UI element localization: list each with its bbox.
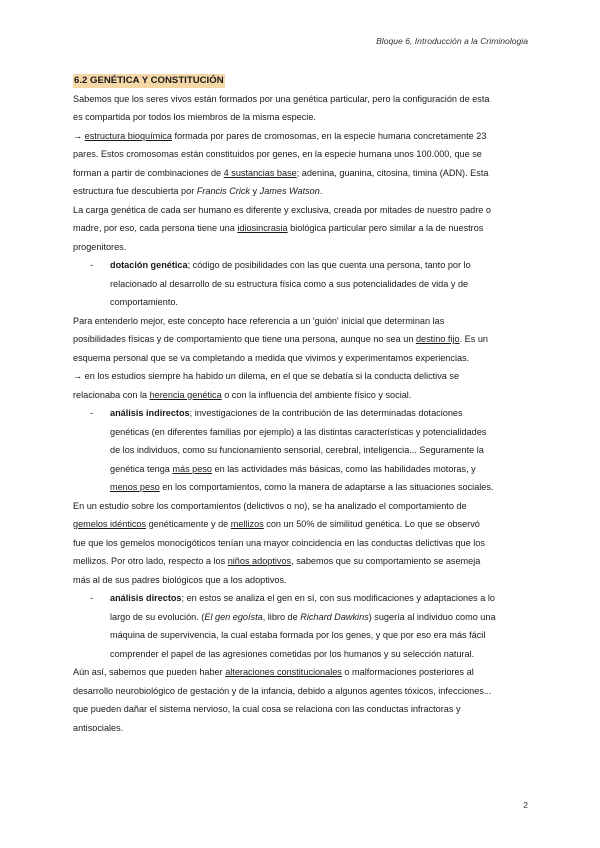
paragraph-line: esquema personal que se va completando a medida que vivimos y experimentamos experiencias. — [73, 352, 470, 363]
bullet-dash: - — [90, 260, 94, 270]
paragraph-line: relacionaba con la herencia genética o con la influencia del ambiente físico y social. — [73, 389, 412, 400]
running-header: Bloque 6, Introducción a la Criminologia — [376, 36, 528, 46]
paragraph-line: Aún así, sabemos que pueden haber alteraciones constitucionales o malformaciones posteriores al — [73, 667, 474, 677]
section-title: 6.2 GENÉTICA Y CONSTITUCIÓN — [74, 75, 224, 86]
bullet-dash: - — [90, 408, 94, 418]
paragraph-line: desarrollo neurobiológico de gestación y de la infancia, debido a algunos agentes tóxicos, infecciones... — [73, 685, 492, 696]
paragraph-line: más al de sus padres biológicos que a los adoptivos. — [73, 574, 287, 585]
paragraph-line: progenitores. — [73, 241, 127, 252]
bullet-item-indirectos: - análisis indirectos; investigaciones de la contribución de las determinadas dotaciones — [73, 404, 521, 423]
bullet-line: comprender el papel de las agresiones cometidas por los humanos y su selección natural. — [110, 648, 475, 659]
paragraph-line: mellizos. Por otro lado, respecto a los niños adoptivos, sabemos que su comportamiento se asemeja — [73, 556, 481, 566]
paragraph-line: madre, por eso, cada persona tiene una idiosincrasia biológica particular pero similar a la de nuestros — [73, 223, 484, 233]
bullet-item-directos: - análisis directos; en estos se analiza el gen en sí, con sus modificaciones y adaptaciones a lo — [73, 589, 521, 608]
bullet-item-dotacion: - dotación genética; código de posibilidades con las que cuenta una persona, tanto por lo — [73, 256, 521, 275]
bullet-line: de los individuos, como su funcionamiento sensorial, cerebral, inteligencia... Seguramente la — [110, 445, 484, 455]
paragraph-line: Sabemos que los seres vivos están formados por una genética particular, pero la configuración de esta — [73, 93, 490, 104]
paragraph-line: es compartida por todos los miembros de la misma especie. — [73, 112, 316, 122]
bullet-line: genética tenga más peso en las actividades más básicas, como las habilidades motoras, y — [110, 463, 476, 474]
paragraph-line: forman a partir de combinaciones de 4 sustancias base; adenina, guanina, citosina, timina (ADN). Esta — [73, 167, 489, 178]
paragraph-line: fue que los gemelos monocigóticos tenían una mayor coincidencia en las conductas delictivas que los — [73, 537, 485, 548]
paragraph-line: estructura fue descubierta por Francis Crick y James Watson. — [73, 186, 323, 196]
paragraph-line: En un estudio sobre los comportamientos (delictivos o no), se ha analizado el comportamiento de — [73, 500, 467, 511]
paragraph-line: pares. Estos cromosomas están constituidos por genes, en la especie humana unos 100.000, que se — [73, 149, 482, 159]
bullet-line: comportamiento. — [110, 297, 178, 307]
bullet-line: máquina de supervivencia, la cual estaba formada por los genes, y que por eso era más fácil — [110, 630, 486, 640]
bullet-line: genéticas (en diferentes familias por ejemplo) a las distintas características y potencialidades — [110, 426, 487, 437]
paragraph-line: Para entenderlo mejor, este concepto hace referencia a un 'guión' inicial que determinan las — [73, 315, 445, 326]
paragraph-line: posibilidades físicas y de comportamiento que tiene una persona, aunque no sea un destino fijo. Es un — [73, 334, 488, 344]
bullet-line: relacionado al desarrollo de su estructura física como a sus potencialidades de vida y de — [110, 278, 469, 289]
page-content — [73, 70, 521, 737]
paragraph-line: → en los estudios siempre ha habido un dilema, en el que se debatía si la conducta delictiva se — [73, 371, 460, 381]
paragraph-line: que pueden dañar el sistema nervioso, la cual cosa se relaciona con las conductas infractoras y — [73, 704, 461, 714]
page-number: 2 — [523, 800, 528, 810]
section-heading-wrap — [73, 71, 521, 90]
paragraph-line: gemelos idénticos genéticamente y de mellizos con un 50% de similitud genética. Lo que se observó — [73, 519, 480, 529]
bullet-dash: - — [90, 593, 94, 603]
paragraph-line: antisociales. — [73, 722, 124, 733]
bullet-line: largo de su evolución. (El gen egoísta, libro de Richard Dawkins) sugería al individuo como una — [110, 611, 496, 622]
paragraph-line: → estructura bioquímica formada por pares de cromosomas, en la especie humana concretamente 23 — [73, 130, 487, 141]
paragraph-line: La carga genética de cada ser humano es diferente y exclusiva, creada por mitades de nuestro padre o — [73, 204, 491, 215]
bullet-line: menos peso en los comportamientos, como la manera de adaptarse a las situaciones sociales. — [110, 482, 494, 492]
